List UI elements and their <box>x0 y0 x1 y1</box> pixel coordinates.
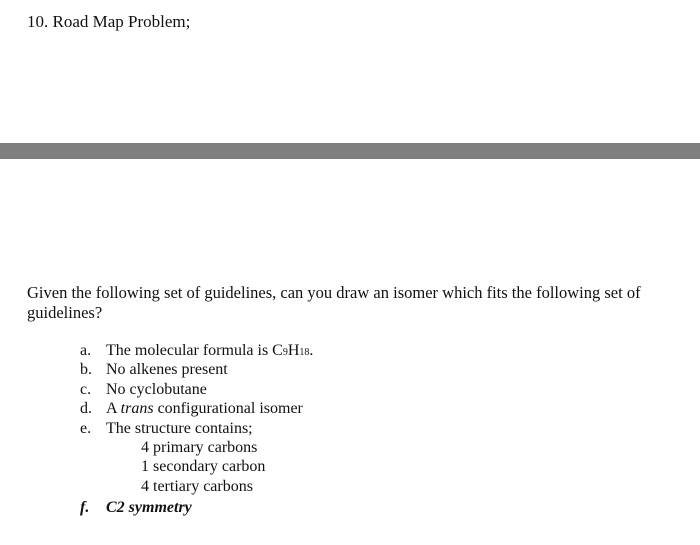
sub-item: 4 primary carbons <box>141 438 258 456</box>
sub-item: 1 secondary carbon <box>141 458 266 476</box>
trans-italic: trans <box>120 400 154 418</box>
question-prompt: Given the following set of guidelines, can you draw an isomer which fits the following set of guidelines? <box>27 283 641 322</box>
gray-divider-bar <box>0 143 700 159</box>
formula-h: H <box>287 342 300 359</box>
question-heading: 10. Road Map Problem; <box>27 12 191 31</box>
list-marker: d. <box>80 400 92 418</box>
list-item-text-pre: A <box>106 400 121 418</box>
list-item-text: No alkenes present <box>106 361 228 379</box>
list-item-text: The structure contains; <box>106 419 253 437</box>
list-item-text: No cyclobutane <box>106 380 207 398</box>
list-item <box>80 419 313 438</box>
list-item <box>80 360 313 379</box>
symmetry-text: C2 symmetry <box>106 499 192 517</box>
formula-subscript-9: 9 <box>282 347 288 358</box>
list-marker: f. <box>80 499 90 517</box>
sub-item: 4 tertiary carbons <box>141 477 253 495</box>
list-item-text-post: configurational isomer <box>153 400 303 418</box>
list-item-symmetry <box>80 498 313 517</box>
list-marker: c. <box>80 380 92 398</box>
formula-period: . <box>309 342 314 359</box>
list-item <box>80 341 313 360</box>
list-marker: a. <box>80 342 92 359</box>
formula-subscript-18: 18 <box>299 347 310 358</box>
list-marker: e. <box>80 419 92 437</box>
formula-text: The molecular formula is C <box>106 342 283 359</box>
list-item <box>80 380 313 399</box>
guidelines-list <box>80 341 313 518</box>
list-item <box>80 399 313 418</box>
list-marker: b. <box>80 361 92 379</box>
